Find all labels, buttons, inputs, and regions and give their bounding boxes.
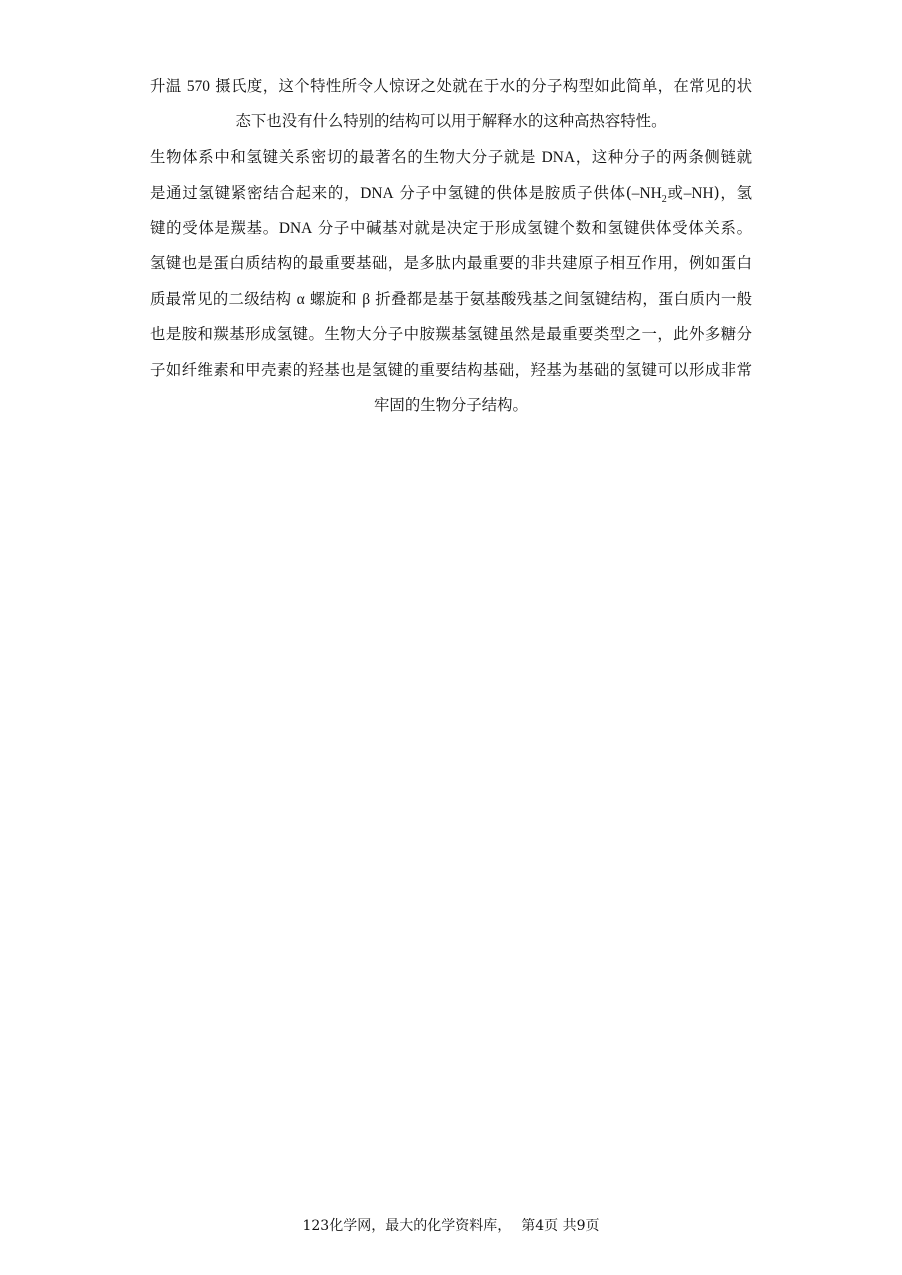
paragraph-3-line-3: 也是胺和羰基形成氢键。生物大分子中胺羰基氢键虽然是最重要类型之一，此外多糖分 <box>150 325 752 343</box>
dna-term: DNA <box>278 220 313 237</box>
paragraph-3-line-1: 氢键也是蛋白质结构的最重要基础，是多肽内最重要的非共建原子相互作用，例如蛋白 <box>150 254 752 272</box>
amine-group: –NH <box>683 185 714 202</box>
subscript-2: 2 <box>661 194 667 206</box>
text-run: 键的受体是羰基。 <box>150 219 279 237</box>
paragraph-3-line-2 <box>150 289 752 310</box>
footer-page-total: 9 <box>576 1218 586 1234</box>
text-run: 生物体系中和氢键关系密切的最著名的生物大分子就是 <box>150 148 542 166</box>
text-run: ，这种分子的两条侧链就 <box>575 148 752 166</box>
text-run: 质最常见的二级结构 <box>150 290 297 308</box>
paragraph-2-line-3 <box>150 218 752 239</box>
text-run: 升温 <box>150 77 187 95</box>
footer-page-prefix: 第 <box>521 1218 536 1234</box>
paragraph-2-line-1 <box>150 147 752 168</box>
text-run: 折叠都是基于氨基酸残基之间氢键结构，蛋白质内一般 <box>370 290 752 308</box>
number-570: 570 <box>186 78 210 95</box>
footer-page-number: 4 <box>535 1218 545 1234</box>
text-run: 螺旋和 <box>304 290 363 308</box>
paragraph-3-line-4: 子如纤维素和甲壳素的羟基也是氢键的重要结构基础，羟基为基础的氢键可以形成非常 <box>150 361 752 379</box>
paragraph-1-line-1 <box>150 76 752 97</box>
text-run: 分子中碱基对就是决定于形成氢键个数和氢键供体受体关系。 <box>312 219 752 237</box>
paragraph-1-line-2: 态下也没有什么特别的结构可以用于解释水的这种高热容特性。 <box>235 112 667 130</box>
footer-page-mid: 页 共 <box>544 1218 577 1234</box>
dna-term: DNA <box>360 185 394 202</box>
alpha-symbol: α <box>296 291 305 308</box>
dna-term: DNA <box>541 149 576 166</box>
text-run: )，氢 <box>713 184 752 202</box>
footer-site-text: 123化学网，最大的化学资料库， <box>302 1218 512 1234</box>
text-run: 或 <box>666 184 684 202</box>
amine-group: –NH <box>631 185 662 202</box>
text-run: 摄氏度，这个特性所令人惊讶之处就在于水的分子构型如此简单，在常见的状 <box>210 77 752 95</box>
footer-page-suffix: 页 <box>585 1218 600 1234</box>
text-run: 分子中氢键的供体是胺质子供体( <box>393 184 632 202</box>
page-footer <box>0 1216 902 1236</box>
text-run: 是通过氢键紧密结合起来的， <box>150 184 361 202</box>
beta-symbol: β <box>362 291 371 308</box>
paragraph-3-line-5: 牢固的生物分子结构。 <box>374 396 528 414</box>
paragraph-2-line-2 <box>150 183 752 204</box>
